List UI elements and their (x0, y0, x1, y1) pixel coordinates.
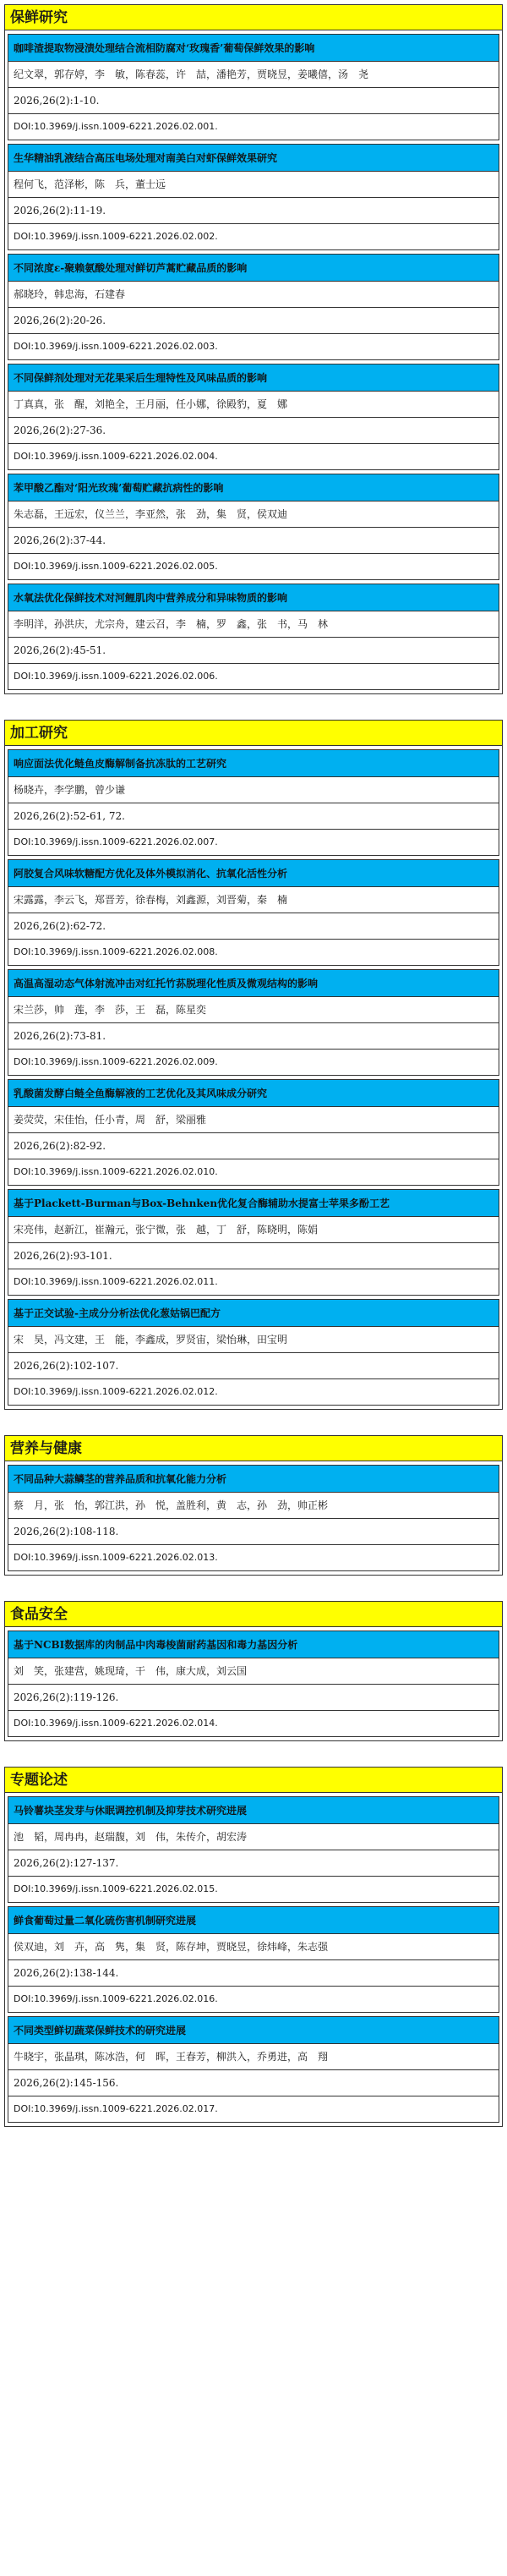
article-entry[interactable] (8, 364, 499, 470)
article-citation: 2026,26(2):73-81. (8, 1022, 499, 1049)
article-authors: 郝晓玲，韩忠海，石建春 (8, 281, 499, 307)
article-title[interactable]: 不同品种大蒜鳞茎的营养品质和抗氧化能力分析 (8, 1466, 499, 1492)
article-entry[interactable] (8, 1631, 499, 1737)
article-doi[interactable]: DOI:10.3969/j.issn.1009-6221.2026.02.003. (8, 333, 499, 359)
article-title[interactable]: 基于NCBI数据库的肉制品中肉毒梭菌耐药基因和毒力基因分析 (8, 1631, 499, 1658)
article-entry[interactable] (8, 1465, 499, 1571)
section-heading: 加工研究 (5, 721, 502, 746)
section-heading: 食品安全 (5, 1602, 502, 1627)
article-citation: 2026,26(2):27-36. (8, 417, 499, 443)
article-entry[interactable] (8, 969, 499, 1076)
article-entry[interactable] (8, 1189, 499, 1296)
article-citation: 2026,26(2):45-51. (8, 637, 499, 663)
article-title[interactable]: 阿胶复合风味软糖配方优化及体外模拟消化、抗氧化活性分析 (8, 860, 499, 886)
article-entry[interactable] (8, 1906, 499, 2013)
article-doi[interactable]: DOI:10.3969/j.issn.1009-6221.2026.02.004. (8, 443, 499, 469)
article-title[interactable]: 鲜食葡萄过量二氧化硫伤害机制研究进展 (8, 1907, 499, 1933)
article-entry[interactable] (8, 34, 499, 140)
article-citation: 2026,26(2):37-44. (8, 527, 499, 553)
article-title[interactable]: 生华精油乳液结合高压电场处理对南美白对虾保鲜效果研究 (8, 145, 499, 171)
article-doi[interactable]: DOI:10.3969/j.issn.1009-6221.2026.02.007. (8, 829, 499, 855)
section-heading: 保鲜研究 (5, 5, 502, 30)
article-citation: 2026,26(2):52-61, 72. (8, 803, 499, 829)
section (4, 1767, 503, 2127)
article-authors: 李明洋，孙洪庆，尤宗舟，建云召，李 楠，罗 鑫，张 书，马 林 (8, 611, 499, 637)
article-doi[interactable]: DOI:10.3969/j.issn.1009-6221.2026.02.016. (8, 1986, 499, 2012)
article-citation: 2026,26(2):1-10. (8, 87, 499, 113)
article-citation: 2026,26(2):127-137. (8, 1850, 499, 1876)
article-authors: 程何飞，范泽彬，陈 兵，董士远 (8, 171, 499, 197)
article-entry[interactable] (8, 254, 499, 360)
article-entry[interactable] (8, 144, 499, 250)
article-citation: 2026,26(2):145-156. (8, 2069, 499, 2096)
article-authors: 朱志磊，王远宏，仪兰兰，李亚然，张 劲，集 贤，侯双迪 (8, 501, 499, 527)
article-entry[interactable] (8, 584, 499, 690)
section-heading: 专题论述 (5, 1768, 502, 1793)
section (4, 1601, 503, 1741)
article-title[interactable]: 苯甲酸乙酯对‘阳光玫瑰’葡萄贮藏抗病性的影响 (8, 474, 499, 501)
article-entry[interactable] (8, 1299, 499, 1406)
article-entry[interactable] (8, 1079, 499, 1186)
article-authors: 牛晓宇，张晶琪，陈冰浩，何 晖，王春芳，柳洪入，乔勇进，高 翔 (8, 2043, 499, 2069)
article-title[interactable]: 乳酸菌发酵白鲢全鱼酶解液的工艺优化及其风味成分研究 (8, 1080, 499, 1106)
article-authors: 刘 笑，张建营，姚现琦，干 伟，康大成，刘云国 (8, 1658, 499, 1684)
article-authors: 宋露露，李云飞，郑晋芳，徐春梅，刘鑫源，刘晋菊，秦 楠 (8, 886, 499, 913)
article-citation: 2026,26(2):93-101. (8, 1242, 499, 1269)
article-citation: 2026,26(2):119-126. (8, 1684, 499, 1710)
section (4, 720, 503, 1410)
article-authors: 纪文翠，郭存婷，李 敏，陈春蕊，许 喆，潘艳芳，贾晓昱，姜曦僖，汤 尧 (8, 61, 499, 87)
article-citation: 2026,26(2):20-26. (8, 307, 499, 333)
article-doi[interactable]: DOI:10.3969/j.issn.1009-6221.2026.02.014. (8, 1710, 499, 1736)
section-heading: 营养与健康 (5, 1436, 502, 1461)
article-authors: 蔡 月，张 怡，郭江洪，孙 悦，盖胜利，黄 志，孙 劲，帅正彬 (8, 1492, 499, 1518)
article-title[interactable]: 基于正交试验-主成分分析法优化葱姑锅巴配方 (8, 1300, 499, 1326)
article-doi[interactable]: DOI:10.3969/j.issn.1009-6221.2026.02.015. (8, 1876, 499, 1902)
article-title[interactable]: 马铃薯块茎发芽与休眠调控机制及抑芽技术研究进展 (8, 1797, 499, 1823)
article-doi[interactable]: DOI:10.3969/j.issn.1009-6221.2026.02.017. (8, 2096, 499, 2122)
article-title[interactable]: 不同浓度ε-聚赖氨酸处理对鲜切芦蒿贮藏品质的影响 (8, 255, 499, 281)
article-authors: 姜荧荧，宋佳怡，任小青，周 舒，梁丽雅 (8, 1106, 499, 1132)
article-authors: 丁真真，张 醒，刘艳全，王月丽，任小娜，徐殿豹，夏 娜 (8, 391, 499, 417)
article-title[interactable]: 基于Plackett-Burman与Box-Behnken优化复合酶辅助水提富士苹果多酚工艺 (8, 1190, 499, 1216)
article-citation: 2026,26(2):108-118. (8, 1518, 499, 1544)
article-authors: 宋亮伟，赵新江，崔瀚元，张宁微，张 越，丁 舒，陈晓明，陈娟 (8, 1216, 499, 1242)
section (4, 1435, 503, 1576)
article-doi[interactable]: DOI:10.3969/j.issn.1009-6221.2026.02.012. (8, 1378, 499, 1405)
article-authors: 侯双迪，刘 卉，高 隽，集 贤，陈存坤，贾晓昱，徐炜峰，朱志强 (8, 1933, 499, 1959)
article-entry[interactable] (8, 1796, 499, 1903)
article-authors: 池 韬，周冉冉，赵瑞馥，刘 伟，朱传介，胡宏涛 (8, 1823, 499, 1850)
article-authors: 宋兰莎，帅 莲，李 莎，王 磊，陈星奕 (8, 996, 499, 1022)
article-title[interactable]: 水氧法优化保鲜技术对河鲤肌肉中营养成分和异味物质的影响 (8, 584, 499, 611)
article-entry[interactable] (8, 859, 499, 966)
article-title[interactable]: 不同保鲜剂处理对无花果采后生理特性及风味品质的影响 (8, 364, 499, 391)
article-entry[interactable] (8, 749, 499, 856)
article-title[interactable]: 咖啡渣提取物浸渍处理结合流相防腐对‘玫瑰香’葡萄保鲜效果的影响 (8, 35, 499, 61)
article-citation: 2026,26(2):102-107. (8, 1352, 499, 1378)
article-doi[interactable]: DOI:10.3969/j.issn.1009-6221.2026.02.008. (8, 939, 499, 965)
article-doi[interactable]: DOI:10.3969/j.issn.1009-6221.2026.02.010. (8, 1159, 499, 1185)
article-doi[interactable]: DOI:10.3969/j.issn.1009-6221.2026.02.001. (8, 113, 499, 140)
article-doi[interactable]: DOI:10.3969/j.issn.1009-6221.2026.02.011. (8, 1269, 499, 1295)
article-entry[interactable] (8, 474, 499, 580)
article-authors: 宋 昊，冯文建，王 能，李鑫成，罗贤宙，梁怡琳，田宝明 (8, 1326, 499, 1352)
article-title[interactable]: 响应面法优化鲢鱼皮酶解制备抗冻肽的工艺研究 (8, 750, 499, 776)
article-doi[interactable]: DOI:10.3969/j.issn.1009-6221.2026.02.009. (8, 1049, 499, 1075)
article-citation: 2026,26(2):138-144. (8, 1959, 499, 1986)
article-authors: 杨晓卉，李学鹏，曾少谦 (8, 776, 499, 803)
article-entry[interactable] (8, 2016, 499, 2123)
article-citation: 2026,26(2):82-92. (8, 1132, 499, 1159)
article-doi[interactable]: DOI:10.3969/j.issn.1009-6221.2026.02.005. (8, 553, 499, 579)
article-citation: 2026,26(2):11-19. (8, 197, 499, 223)
article-doi[interactable]: DOI:10.3969/j.issn.1009-6221.2026.02.006. (8, 663, 499, 689)
article-doi[interactable]: DOI:10.3969/j.issn.1009-6221.2026.02.013. (8, 1544, 499, 1570)
article-citation: 2026,26(2):62-72. (8, 913, 499, 939)
article-doi[interactable]: DOI:10.3969/j.issn.1009-6221.2026.02.002. (8, 223, 499, 249)
article-title[interactable]: 高温高湿动态气体射流冲击对红托竹荪脱理化性质及微观结构的影响 (8, 970, 499, 996)
article-title[interactable]: 不同类型鲜切蔬菜保鲜技术的研究进展 (8, 2017, 499, 2043)
section (4, 4, 503, 694)
